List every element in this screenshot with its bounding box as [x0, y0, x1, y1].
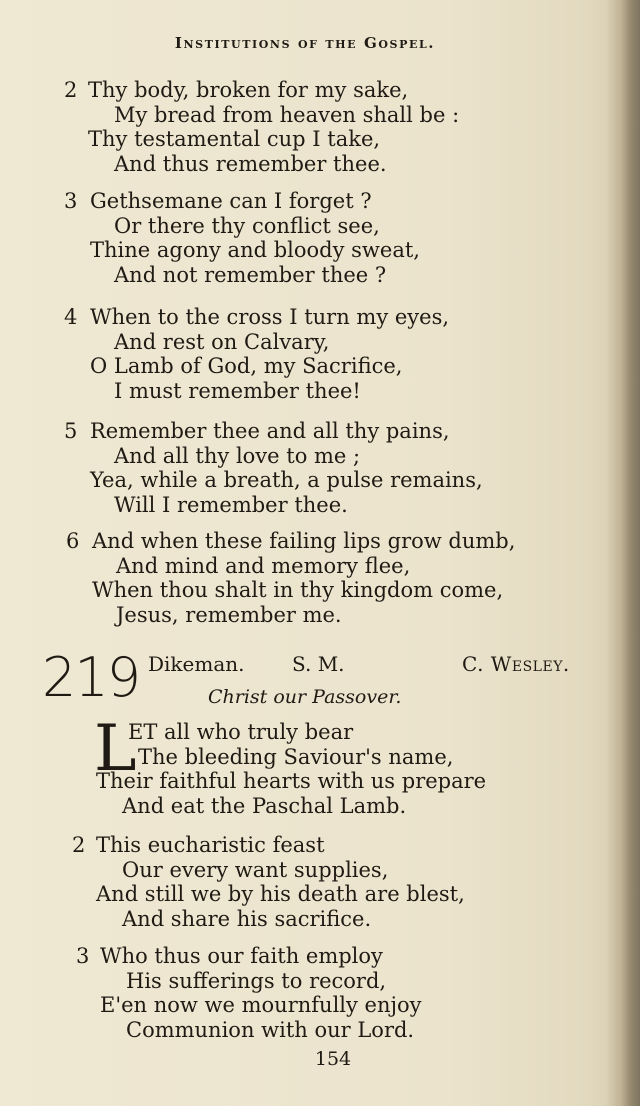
verse-line: When thou shalt in thy kingdom come,: [92, 578, 504, 602]
verse-line: And not remember thee ?: [114, 262, 387, 287]
verse-line: Their faithful hearts with us prepare: [96, 769, 487, 793]
verse-line: Thine agony and bloody sweat,: [90, 238, 420, 262]
running-head: Institutions of the Gospel.: [174, 34, 436, 52]
verse-line: Or there thy conflict see,: [114, 213, 380, 238]
stanza-219-1: [0, 720, 600, 818]
stanza-number: 5: [64, 419, 78, 443]
stanza-number: 2: [72, 833, 86, 857]
verse-line: Gethsemane can I forget ?: [90, 189, 372, 213]
page-number: 154: [314, 1048, 352, 1070]
verse-line: And share his sacrifice.: [122, 906, 372, 931]
stanza-number: 4: [64, 305, 78, 329]
verse-line: I must remember thee!: [114, 378, 361, 403]
hymn-number: 219: [42, 646, 140, 709]
stanza-number: 3: [76, 944, 90, 968]
stanza-218-4: [0, 305, 600, 403]
verse-line: Will I remember thee.: [114, 492, 348, 517]
verse-line: E'en now we mournfully enjoy: [100, 993, 422, 1017]
verse-line: Communion with our Lord.: [126, 1017, 415, 1042]
stanza-219-2: [0, 833, 600, 931]
hymn-author: C. Wesley.: [462, 652, 570, 676]
stanza-218-2: [0, 78, 600, 176]
stanza-218-6: [0, 529, 600, 627]
stanza-number: 3: [64, 189, 78, 213]
verse-line: ET all who truly bear: [128, 720, 354, 744]
meter: S. M.: [292, 652, 345, 676]
verse-line: Our every want supplies,: [122, 857, 389, 882]
stanza-number: 2: [64, 78, 78, 102]
verse-line: This eucharistic feast: [96, 833, 325, 857]
verse-line: When to the cross I turn my eyes,: [90, 305, 450, 329]
verse-line: And rest on Calvary,: [114, 329, 330, 354]
stanza-number: 6: [66, 529, 80, 553]
verse-line: The bleeding Saviour's name,: [138, 744, 454, 769]
verse-line: Thy testamental cup I take,: [88, 127, 381, 151]
verse-line: My bread from heaven shall be :: [114, 102, 460, 127]
verse-line: Who thus our faith employ: [100, 944, 383, 968]
verse-line: And mind and memory flee,: [116, 553, 411, 578]
verse-line: And eat the Paschal Lamb.: [122, 793, 407, 818]
verse-line: O Lamb of God, my Sacrifice,: [90, 354, 403, 378]
verse-line: Thy body, broken for my sake,: [88, 78, 409, 102]
verse-line: His sufferings to record,: [126, 968, 387, 993]
verse-line: And still we by his death are blest,: [96, 882, 465, 906]
drop-cap: L: [94, 712, 137, 786]
stanza-218-5: [0, 419, 600, 517]
verse-line: And when these failing lips grow dumb,: [92, 529, 516, 553]
stanza-218-3: [0, 189, 600, 287]
tune-name: Dikeman.: [148, 652, 245, 676]
hymn-subtitle: Christ our Passover.: [208, 686, 402, 708]
verse-line: And thus remember thee.: [114, 151, 387, 176]
stanza-219-3: [0, 944, 600, 1042]
verse-line: Jesus, remember me.: [116, 602, 342, 627]
verse-line: Yea, while a breath, a pulse remains,: [90, 468, 483, 492]
verse-line: Remember thee and all thy pains,: [90, 419, 450, 443]
verse-line: And all thy love to me ;: [114, 443, 361, 468]
